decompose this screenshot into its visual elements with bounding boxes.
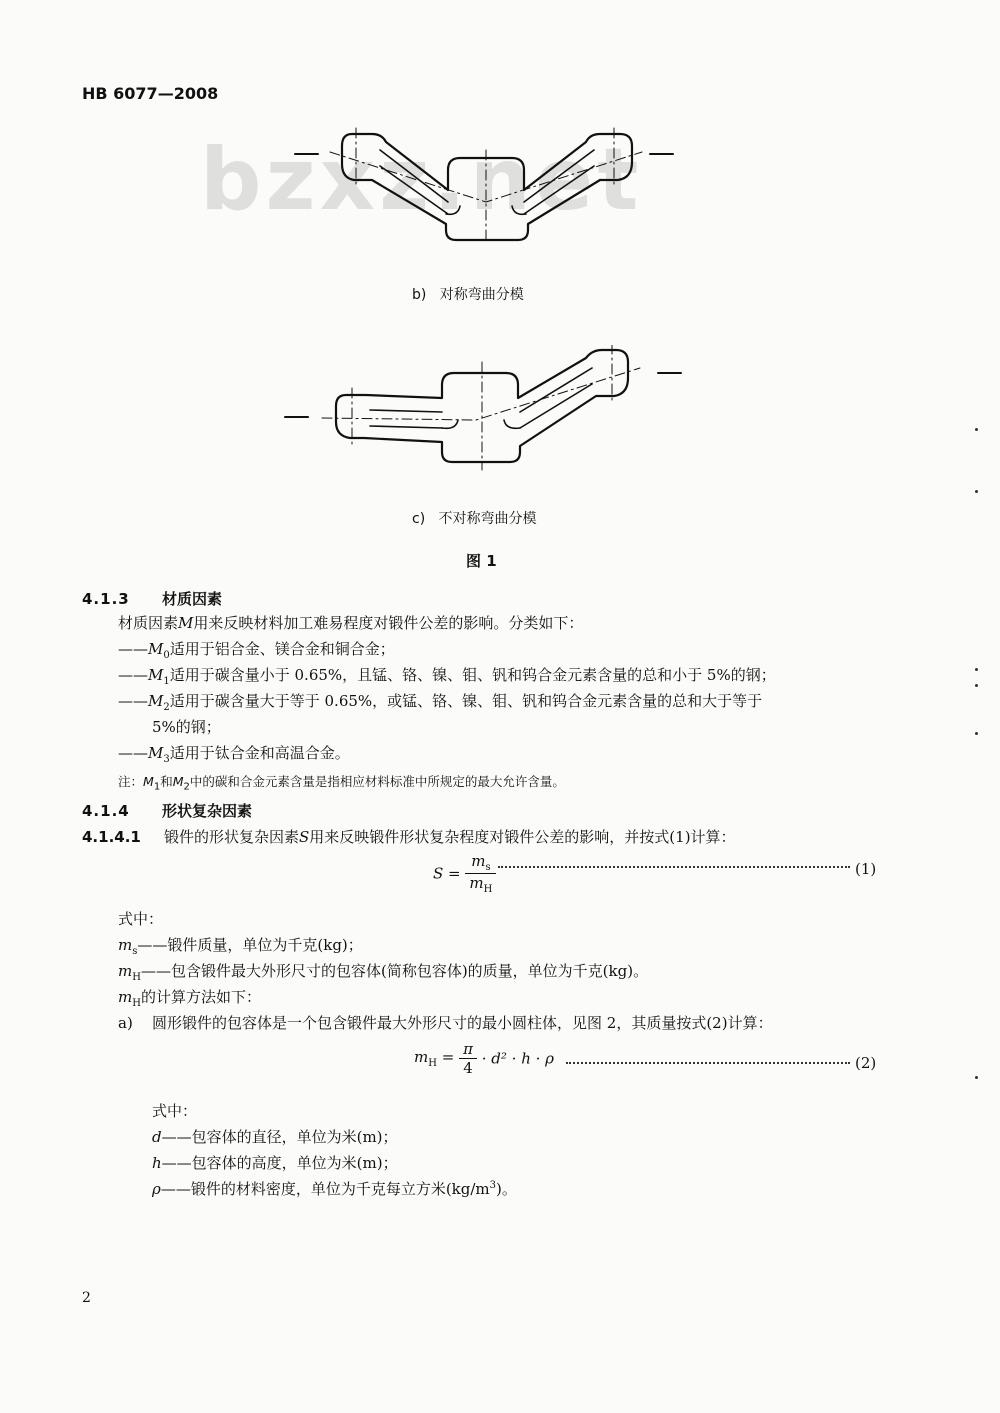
variable: M [148,692,164,710]
definition-d [152,1126,398,1147]
material-intro [118,612,583,633]
subscript: 2 [163,702,170,713]
text: 适用于钛合金和高温合金。 [169,744,350,762]
equation-1 [433,852,496,895]
variable: m [414,1048,429,1066]
note-label: 注： [118,774,144,789]
section-number: 4.1.3 [82,590,130,608]
section-4-1-4-1-paragraph [82,826,736,847]
text: 锻件的形状复杂因素 [164,828,300,846]
subscript: H [132,998,141,1009]
variable: M [143,774,154,789]
subscript: H [483,884,493,895]
text: 适用于碳含量小于 0.65%，且锰、铬、镍、钼、钒和钨合金元素含量的总和小于 5%的钢； [169,666,776,684]
figure-b-caption [412,284,524,304]
section-number: 4.1.4 [82,802,130,820]
text: 的计算方法如下： [140,988,261,1006]
definition-h [152,1152,398,1173]
variable: S [299,828,310,846]
equation-lhs: S = [433,864,461,883]
figure-title: 图 1 [466,552,497,570]
watermark: bzxz.net [200,130,643,230]
scan-speck [975,490,978,493]
variable: M [148,640,164,658]
section-title: 材质因素 [162,590,223,608]
subscript: 3 [163,754,170,765]
text: 用来反映锻件形状复杂程度对锻件公差的影响，并按式(1)计算： [309,828,736,846]
figure-b-text: 对称弯曲分模 [439,287,524,303]
fraction [465,852,496,895]
equation-2-leader [566,1062,850,1064]
figure-c-asymmetric-parting-diagram [280,345,690,475]
scan-speck [975,668,978,671]
definition-mh [118,960,648,983]
variable: M [178,614,194,632]
fraction [459,1040,477,1077]
subscript: 1 [163,676,170,687]
numerator: m [471,852,486,870]
text: 用来反映材料加工难易程度对锻件公差的影响。分类如下： [193,614,584,632]
equation-1-leader [498,866,850,868]
figure-c-label: c) [412,511,426,527]
variable: d [152,1128,162,1146]
text: ——包含锻件最大外形尺寸的包容体(简称包容体)的质量，单位为千克(kg)。 [140,962,649,980]
numerator: π [459,1040,477,1059]
variable: ρ [152,1180,161,1198]
figure-b-label: b) [412,287,427,303]
list-item-m2 [118,690,762,713]
section-title: 形状复杂因素 [162,802,253,820]
variable: m [118,962,133,980]
definition-ms [118,934,363,957]
subscript: H [428,1058,437,1069]
denominator: 4 [463,1059,473,1077]
list-item-m2-continued: 5%的钢； [152,718,221,736]
list-item-m0 [118,638,395,661]
list-item-m1 [118,664,776,687]
where-label-1: 式中： [118,910,164,928]
text: 和 [160,774,173,789]
document-code: HB 6077—2008 [82,84,219,103]
dash: —— [118,666,148,684]
superscript: 3 [489,1180,497,1191]
scan-speck [975,1076,978,1079]
equation-2-number: (2) [855,1054,877,1072]
list-item-m3 [118,742,350,765]
material-note [118,772,565,793]
text: ——包容体的直径，单位为米(m)； [161,1128,398,1146]
variable: h [152,1154,162,1172]
subscript: s [485,862,491,873]
figure-b-symmetric-parting-diagram [290,125,680,245]
variable: M [148,666,164,684]
text: ——锻件的材料密度，单位为千克每立方米(kg/m [160,1180,490,1198]
subscript: 2 [183,781,190,793]
section-4-1-3-heading [82,588,222,609]
dash: —— [118,692,148,710]
dash: —— [118,640,148,658]
definition-rho [152,1178,517,1199]
page-number: 2 [82,1290,91,1306]
variable: m [118,936,133,954]
scan-speck [975,732,978,735]
subscript: s [132,946,138,957]
item-a [118,1012,773,1033]
text: )。 [496,1180,517,1198]
equals-sign: = [441,1048,455,1066]
text: 材质因素 [118,614,179,632]
variable: M [172,774,184,789]
equation-rest: · d² · h · ρ [481,1049,554,1068]
denominator: m [469,874,484,892]
scan-speck [975,684,978,687]
subscript: 0 [163,650,170,661]
section-4-1-4-heading [82,800,252,821]
figure-c-caption [412,508,537,528]
item-label: a) [118,1014,133,1032]
scan-speck [975,428,978,431]
text: 适用于碳含量大于等于 0.65%，或锰、铬、镍、钼、钒和钨合金元素含量的总和大于等于 [169,692,763,710]
dash: —— [118,744,148,762]
text: 圆形锻件的包容体是一个包含锻件最大外形尺寸的最小圆柱体，见图 2，其质量按式(2)计算： [152,1014,773,1032]
variable: M [148,744,164,762]
text: ——锻件质量，单位为千克(kg)； [137,936,363,954]
text: 中的碳和合金元素含量是指相应材料标准中所规定的最大允许含量。 [189,774,565,789]
section-number: 4.1.4.1 [82,828,141,846]
text: 适用于铝合金、镁合金和铜合金； [169,640,395,658]
figure-c-text: 不对称弯曲分模 [438,511,537,527]
text: ——包容体的高度，单位为米(m)； [161,1154,398,1172]
variable: m [118,988,133,1006]
subscript: 1 [153,781,161,793]
equation-1-number: (1) [855,860,877,878]
mh-calc-intro [118,986,261,1009]
subscript: H [132,972,141,983]
where-label-2: 式中： [152,1102,198,1120]
equation-2 [414,1040,554,1077]
